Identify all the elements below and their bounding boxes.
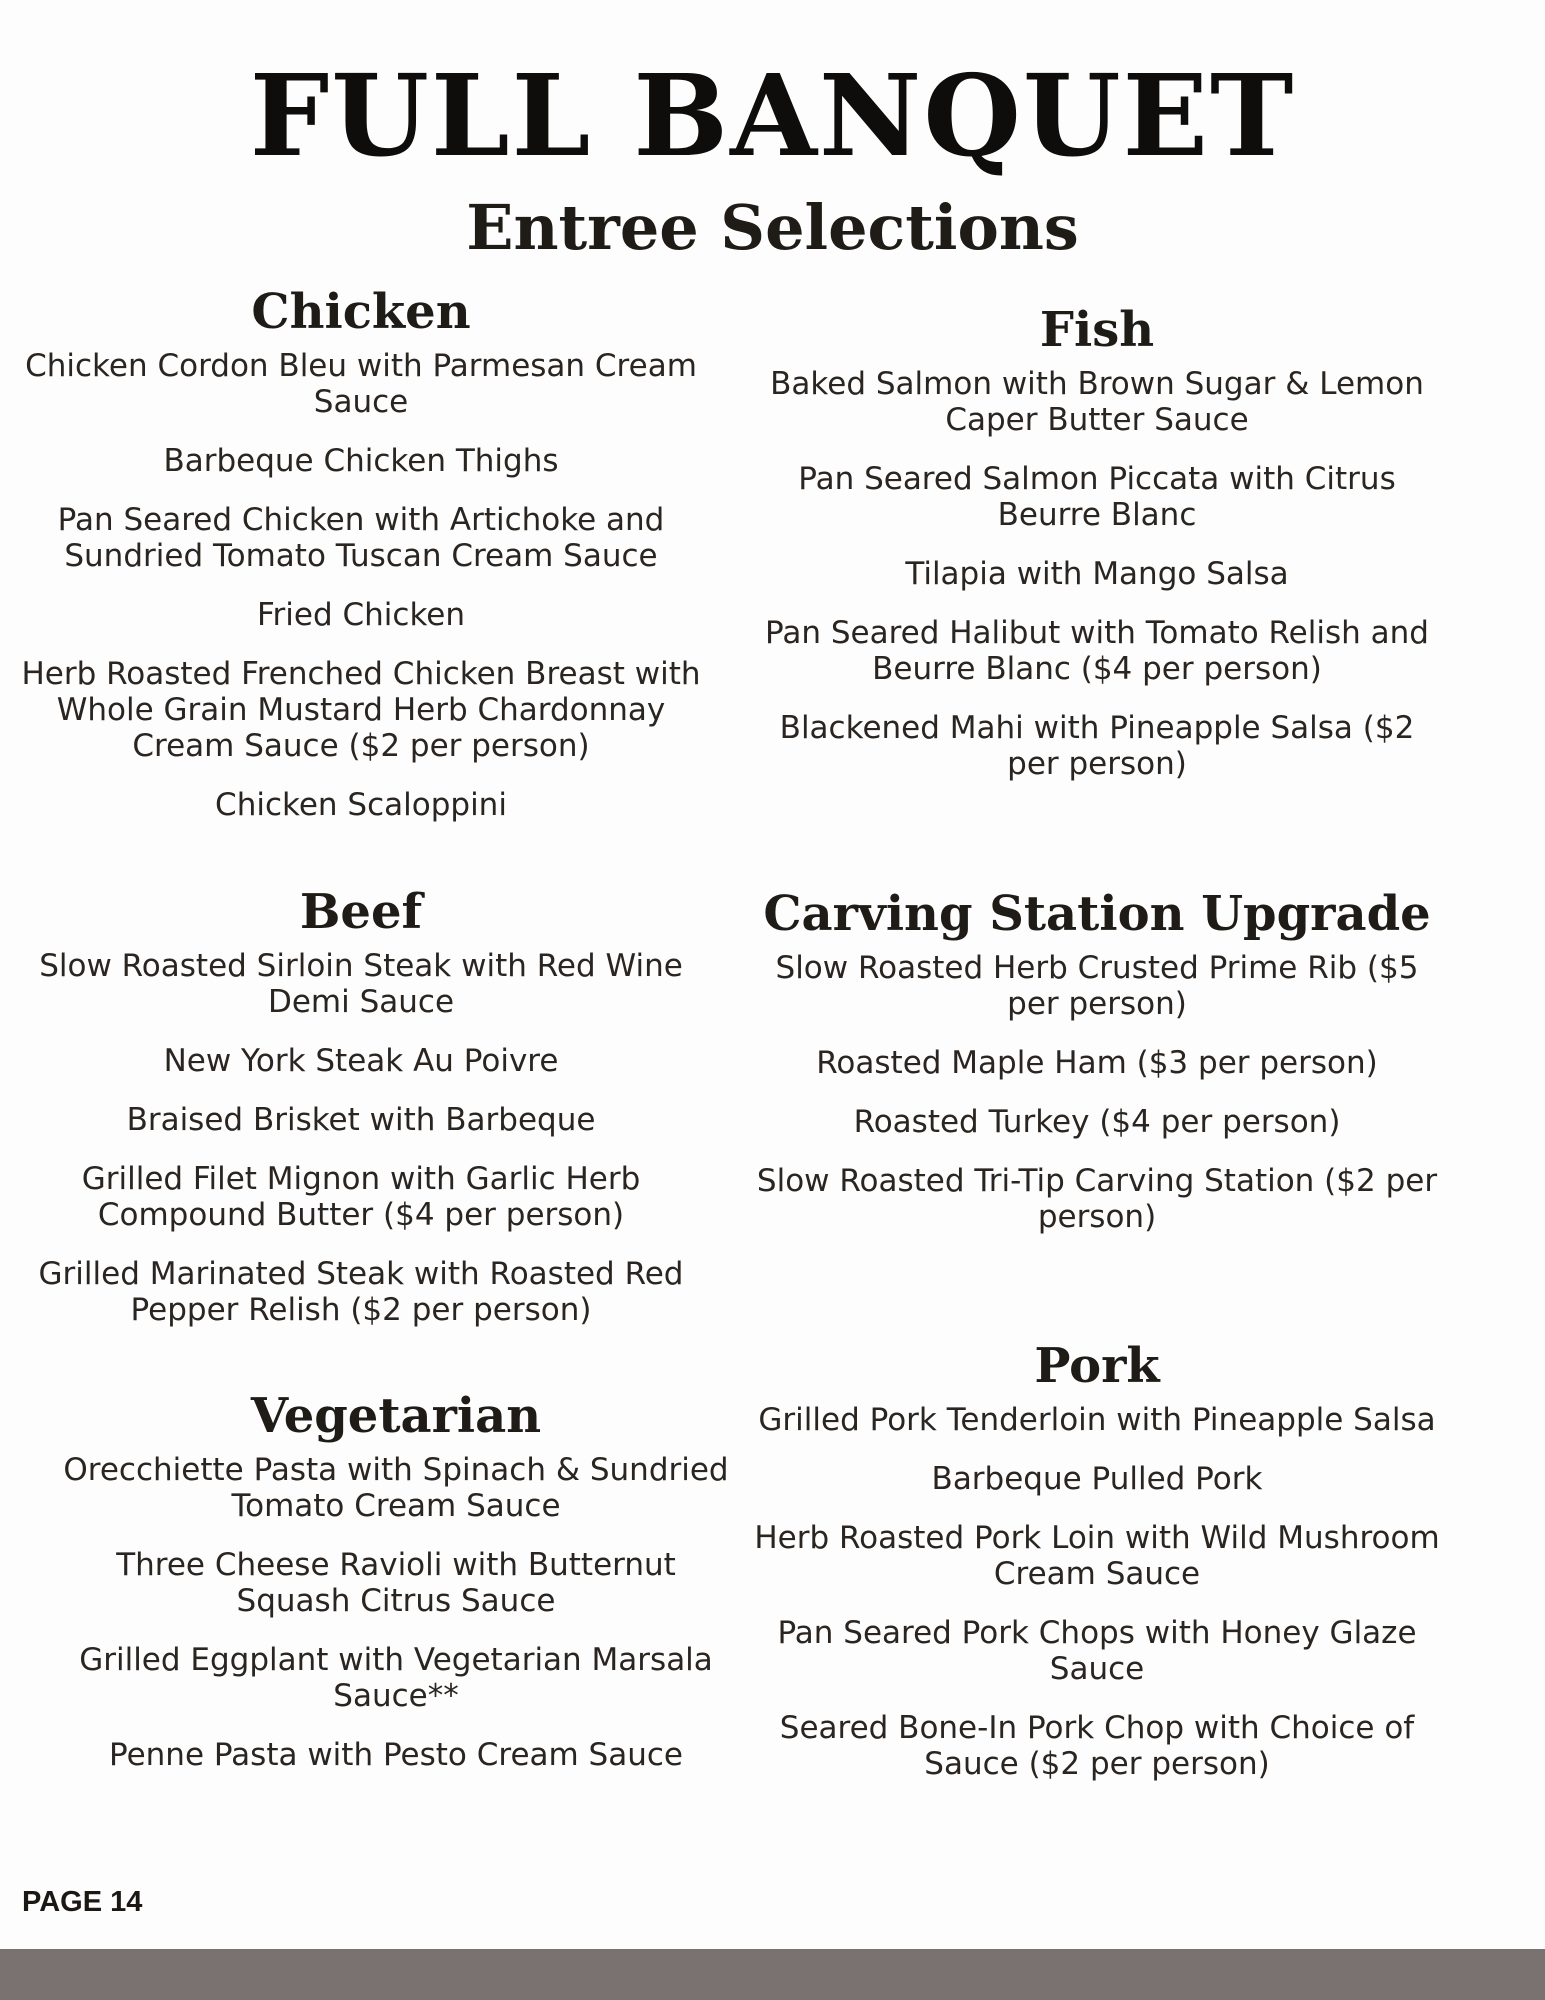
menu-item: Slow Roasted Sirloin Steak with Red Wine Demi Sauce bbox=[39, 948, 683, 1020]
menu-item: Roasted Maple Ham ($3 per person) bbox=[816, 1045, 1378, 1081]
beef-section bbox=[20, 880, 702, 1328]
carving-station-section bbox=[752, 882, 1442, 1235]
menu-item: Fried Chicken bbox=[256, 597, 466, 633]
menu-item: Blackened Mahi with Pineapple Salsa ($2 per person) bbox=[779, 710, 1415, 782]
menu-item: Pan Seared Halibut with Tomato Relish and Beurre Blanc ($4 per person) bbox=[765, 615, 1429, 687]
menu-item: Grilled Marinated Steak with Roasted Red Pepper Relish ($2 per person) bbox=[38, 1256, 684, 1328]
menu-item: Herb Roasted Pork Loin with Wild Mushroom Cream Sauce bbox=[754, 1520, 1440, 1592]
vegetarian-section bbox=[60, 1384, 732, 1773]
menu-item: Baked Salmon with Brown Sugar & Lemon Caper Butter Sauce bbox=[770, 366, 1424, 438]
menu-item: Orecchiette Pasta with Spinach & Sundried Tomato Cream Sauce bbox=[63, 1452, 729, 1524]
menu-item: Barbeque Chicken Thighs bbox=[163, 443, 559, 479]
menu-item: Braised Brisket with Barbeque bbox=[126, 1102, 596, 1138]
section-heading: Carving Station Upgrade bbox=[763, 886, 1431, 942]
menu-item: Seared Bone-In Pork Chop with Choice of Sauce ($2 per person) bbox=[779, 1710, 1415, 1782]
footer-bar bbox=[0, 1949, 1545, 2000]
menu-item: Grilled Filet Mignon with Garlic Herb Compound Butter ($4 per person) bbox=[81, 1161, 641, 1233]
section-heading: Beef bbox=[299, 884, 423, 940]
section-heading: Pork bbox=[1034, 1338, 1160, 1394]
menu-item: Barbeque Pulled Pork bbox=[931, 1461, 1263, 1497]
menu-item: Chicken Cordon Bleu with Parmesan Cream Sauce bbox=[25, 348, 697, 420]
chicken-section bbox=[20, 280, 702, 823]
menu-item: Chicken Scaloppini bbox=[215, 787, 507, 823]
page-title: FULL BANQUET bbox=[249, 51, 1296, 182]
menu-item: Grilled Eggplant with Vegetarian Marsala Sauce** bbox=[79, 1642, 713, 1714]
fish-menu-list bbox=[752, 366, 1442, 782]
section-heading: Vegetarian bbox=[250, 1388, 542, 1444]
menu-item: Penne Pasta with Pesto Cream Sauce bbox=[108, 1737, 683, 1773]
menu-item: Slow Roasted Herb Crusted Prime Rib ($5 per person) bbox=[775, 950, 1419, 1022]
pork-menu-list bbox=[752, 1402, 1442, 1782]
carving-menu-list bbox=[752, 950, 1442, 1235]
menu-item: Herb Roasted Frenched Chicken Breast with Whole Grain Mustard Herb Chardonnay Cream Sauce ($2 per person) bbox=[21, 656, 701, 764]
menu-item: Roasted Turkey ($4 per person) bbox=[853, 1104, 1341, 1140]
page-number: PAGE 14 bbox=[22, 1886, 143, 1918]
menu-item: Slow Roasted Tri-Tip Carving Station ($2 per person) bbox=[756, 1163, 1438, 1235]
menu-item: Grilled Pork Tenderloin with Pineapple Salsa bbox=[758, 1402, 1436, 1438]
menu-item: Pan Seared Salmon Piccata with Citrus Beurre Blanc bbox=[798, 461, 1396, 533]
menu-item: Tilapia with Mango Salsa bbox=[905, 556, 1289, 592]
menu-item: Pan Seared Chicken with Artichoke and Sundried Tomato Tuscan Cream Sauce bbox=[57, 502, 665, 574]
menu-item: Pan Seared Pork Chops with Honey Glaze Sauce bbox=[777, 1615, 1417, 1687]
section-heading: Fish bbox=[1039, 302, 1155, 358]
menu-item: Three Cheese Ravioli with Butternut Squash Citrus Sauce bbox=[116, 1547, 676, 1619]
section-heading: Chicken bbox=[251, 284, 471, 340]
fish-section bbox=[752, 298, 1442, 782]
beef-menu-list bbox=[20, 948, 702, 1328]
vegetarian-menu-list bbox=[60, 1452, 732, 1773]
menu-item: New York Steak Au Poivre bbox=[163, 1043, 559, 1079]
pork-section bbox=[752, 1334, 1442, 1782]
page-subtitle: Entree Selections bbox=[466, 191, 1079, 264]
chicken-menu-list bbox=[20, 348, 702, 823]
